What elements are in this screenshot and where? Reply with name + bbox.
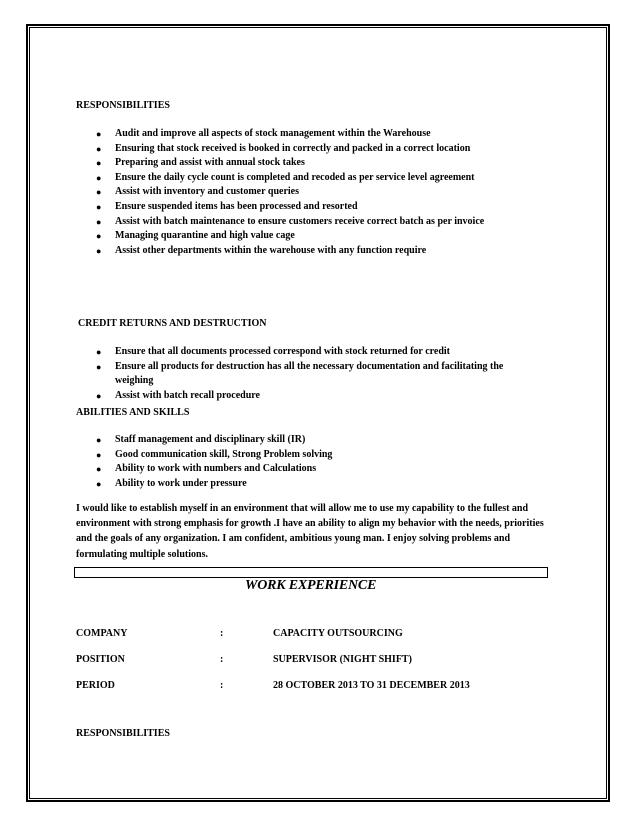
- position-value: SUPERVISOR (NIGHT SHIFT): [273, 654, 412, 665]
- list-item: ● Managing quarantine and high value cage: [96, 229, 484, 244]
- bullet-icon: ●: [96, 201, 102, 212]
- separator: :: [220, 628, 224, 639]
- company-label: COMPANY: [76, 628, 128, 639]
- bullet-icon: ●: [96, 390, 102, 401]
- responsibilities-list: [96, 127, 484, 258]
- list-item: ● Ability to work with numbers and Calculations: [96, 462, 332, 477]
- bullet-icon: ●: [96, 347, 102, 357]
- bullet-icon: ●: [96, 231, 102, 242]
- bullet-icon: ●: [96, 478, 102, 489]
- bullet-icon: ●: [96, 172, 102, 183]
- list-item: ● Assist other departments within the warehouse with any function require: [96, 244, 484, 259]
- separator: :: [220, 680, 224, 691]
- list-item: ● Good communication skill, Strong Problem solving: [96, 448, 332, 463]
- list-item: ● Assist with batch maintenance to ensure customers receive correct batch as per invoice: [96, 215, 484, 230]
- bullet-icon: ●: [96, 129, 102, 139]
- list-item: ● Staff management and disciplinary skill (IR): [96, 433, 332, 448]
- list-item: ● Ensure the daily cycle count is completed and recoded as per service level agreement: [96, 171, 484, 186]
- work-experience-title: WORK EXPERIENCE: [245, 578, 377, 593]
- credit-heading: CREDIT RETURNS AND DESTRUCTION: [78, 318, 267, 329]
- bullet-icon: ●: [96, 143, 102, 154]
- job-responsibilities-heading: RESPONSIBILITIES: [76, 728, 170, 739]
- bullet-icon: ●: [96, 245, 102, 256]
- bullet-icon: ●: [96, 187, 102, 198]
- bullet-icon: ●: [96, 361, 102, 372]
- period-label: PERIOD: [76, 680, 115, 691]
- period-value: 28 OCTOBER 2013 TO 31 DECEMBER 2013: [273, 680, 470, 691]
- bullet-icon: ●: [96, 464, 102, 475]
- bullet-icon: ●: [96, 449, 102, 460]
- responsibilities-heading: RESPONSIBILITIES: [76, 100, 170, 111]
- separator: :: [220, 654, 224, 665]
- list-item: ● Audit and improve all aspects of stock management within the Warehouse: [96, 127, 484, 142]
- bullet-icon: ●: [96, 435, 102, 445]
- bullet-icon: ●: [96, 216, 102, 227]
- list-item: ● Ensure all products for destruction has all the necessary documentation and facilitating the weighing: [96, 360, 504, 387]
- abilities-list: [96, 433, 332, 491]
- list-item: ● Ensure suspended items has been processed and resorted: [96, 200, 484, 215]
- list-item: ● Assist with inventory and customer queries: [96, 185, 484, 200]
- credit-list: [96, 345, 535, 403]
- list-item: ● Assist with batch recall procedure: [96, 389, 535, 404]
- list-item: ● Ensure that all documents processed correspond with stock returned for credit: [96, 345, 535, 360]
- section-divider-box: [74, 567, 548, 578]
- personal-statement: I would like to establish myself in an environment that will allow me to use my capability to the fullest and environment with strong emphasis for growth .I have an ability to align my behavior with the needs, priorities and the goals of any organization. I am confident, ambitious young man. I enjoy solving problems and formulating multiple solutions.: [76, 503, 544, 560]
- company-value: CAPACITY OUTSOURCING: [273, 628, 403, 639]
- position-label: POSITION: [76, 654, 125, 665]
- list-item: ● Preparing and assist with annual stock takes: [96, 156, 484, 171]
- bullet-icon: ●: [96, 158, 102, 169]
- list-item: ● Ensuring that stock received is booked in correctly and packed in a correct location: [96, 142, 484, 157]
- abilities-heading: ABILITIES AND SKILLS: [76, 407, 190, 418]
- list-item: ● Ability to work under pressure: [96, 477, 332, 492]
